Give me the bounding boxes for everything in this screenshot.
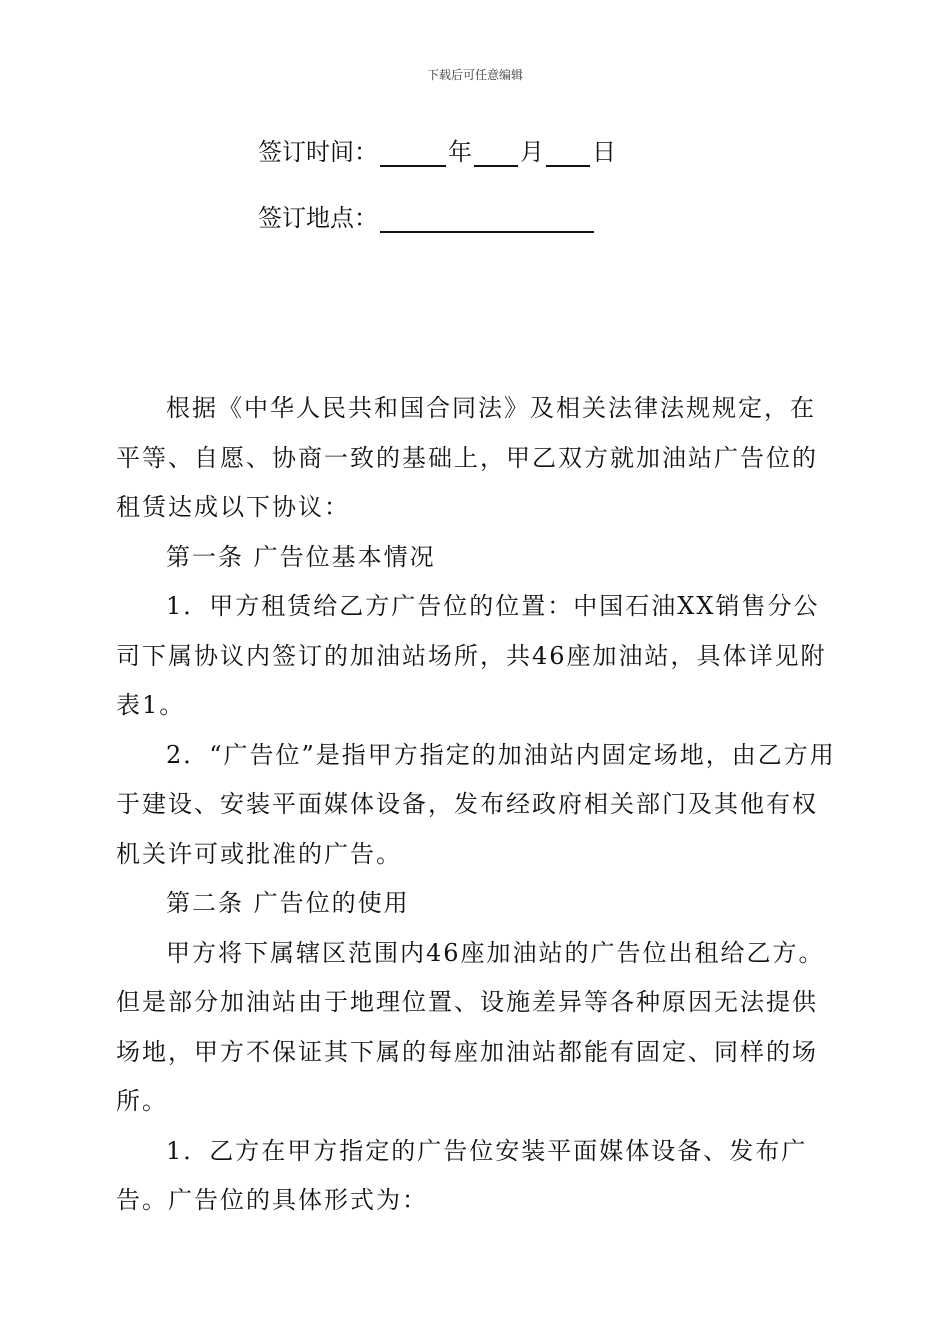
signing-place-line: [258, 198, 596, 233]
month-label: 月: [520, 138, 544, 166]
article-1-clause-1: 1．甲方租赁给乙方广告位的位置：中国石油XX销售分公司下属协议内签订的加油站场所，共46座加油站，具体详见附表1。: [116, 592, 827, 719]
article-2-clause-1: 1．乙方在甲方指定的广告位安装平面媒体设备、发布广告。广告位的具体形式为：: [116, 1136, 808, 1214]
signing-time-line: [258, 132, 616, 167]
year-label: 年: [448, 138, 472, 166]
paragraph-intro: 根据《中华人民共和国合同法》及相关法律法规规定，在平等、自愿、协商一致的基础上，甲乙双方就加油站广告位的租赁达成以下协议：: [116, 394, 818, 521]
month-blank: [474, 139, 518, 167]
article-2-heading: 第二条 广告位的使用: [166, 889, 410, 917]
article-1-heading: 第一条 广告位基本情况: [166, 542, 436, 571]
year-blank: [380, 139, 446, 167]
signing-place-label: 签订地点：: [258, 204, 378, 232]
signing-time-label: 签订时间：: [258, 138, 378, 166]
article-2-intro: 甲方将下属辖区范围内46座加油站的广告位出租给乙方。但是部分加油站由于地理位置、设施差异等各种原因无法提供场地，甲方不保证其下属的每座加油站都能有固定、同样的场所。: [116, 938, 825, 1115]
place-blank: [380, 205, 594, 233]
day-blank: [546, 139, 590, 167]
day-label: 日: [592, 138, 616, 166]
article-1-clause-2: 2．“广告位”是指甲方指定的加油站内固定场地，由乙方用于建设、安装平面媒体设备，发布经政府相关部门及其他有权机关许可或批准的广告。: [116, 740, 836, 868]
page-header-note: 下载后可任意编辑: [426, 68, 523, 82]
contract-body: [116, 384, 840, 1226]
